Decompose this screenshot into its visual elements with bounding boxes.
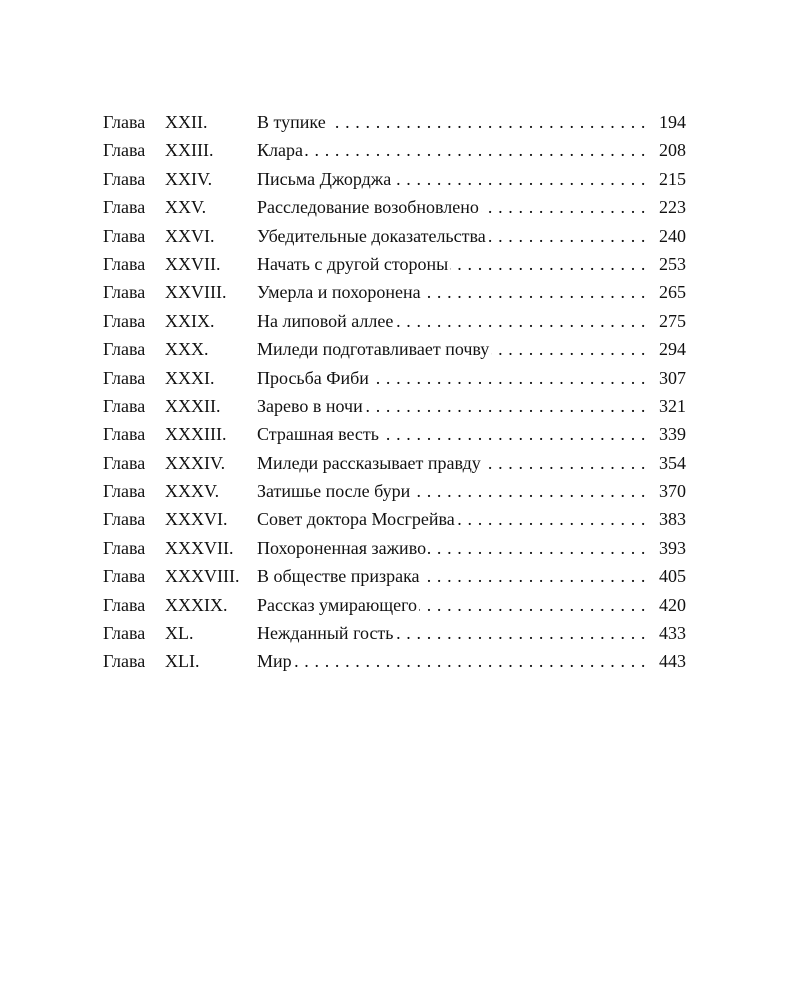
dot-leader	[422, 562, 646, 590]
chapter-word: Глава	[103, 452, 146, 473]
dot-leader	[381, 420, 646, 448]
page-number: 307	[659, 367, 686, 388]
toc-entry	[103, 392, 686, 420]
page-number: 321	[659, 395, 686, 416]
chapter-word: Глава	[103, 282, 146, 303]
dot-leader	[457, 505, 646, 533]
chapter-title: Совет доктора Мосгрейва	[257, 509, 455, 530]
page-number: 208	[659, 140, 686, 161]
dot-leader	[328, 108, 646, 136]
chapter-word: Глава	[103, 651, 146, 672]
page-number: 443	[659, 651, 686, 672]
dot-leader	[412, 477, 646, 505]
chapter-title: Миледи рассказывает правду	[257, 452, 481, 473]
dot-leader	[483, 449, 646, 477]
page-number: 275	[659, 310, 686, 331]
chapter-word: Глава	[103, 339, 146, 360]
page-number: 339	[659, 424, 686, 445]
chapter-number: XXXVII.	[165, 537, 234, 558]
chapter-number: XXXII.	[165, 395, 221, 416]
chapter-title: Зарево в ночи	[257, 395, 363, 416]
chapter-title: Просьба Фиби	[257, 367, 369, 388]
page-number: 370	[659, 481, 686, 502]
chapter-word: Глава	[103, 253, 146, 274]
dot-leader	[419, 591, 646, 619]
chapter-word: Глава	[103, 537, 146, 558]
chapter-word: Глава	[103, 197, 146, 218]
dot-leader	[428, 534, 646, 562]
chapter-number: XXV.	[165, 197, 207, 218]
toc-entry	[103, 364, 686, 392]
page-number: 240	[659, 225, 686, 246]
chapter-word: Глава	[103, 367, 146, 388]
toc-entry	[103, 136, 686, 164]
dot-leader	[488, 222, 646, 250]
chapter-title: Похороненная заживо	[257, 537, 427, 558]
chapter-title: Миледи подготавливает почву	[257, 339, 490, 360]
toc-entry	[103, 307, 686, 335]
toc-entry	[103, 250, 686, 278]
toc-entry	[103, 562, 686, 590]
toc-entry	[103, 165, 686, 193]
dot-leader	[305, 136, 646, 164]
chapter-number: XXX.	[165, 339, 209, 360]
chapter-number: XXIII.	[165, 140, 214, 161]
chapter-word: Глава	[103, 225, 146, 246]
page-number: 253	[659, 253, 686, 274]
toc-entry	[103, 591, 686, 619]
chapter-number: XXVI.	[165, 225, 215, 246]
table-of-contents	[103, 108, 686, 676]
toc-entry	[103, 449, 686, 477]
page-number: 433	[659, 623, 686, 644]
dot-leader	[481, 193, 646, 221]
chapter-number: XXXI.	[165, 367, 215, 388]
chapter-number: XLI.	[165, 651, 200, 672]
chapter-title: Начать с другой стороны	[257, 253, 449, 274]
chapter-title: Затишье после бури	[257, 481, 411, 502]
chapter-number: XXVIII.	[165, 282, 227, 303]
dot-leader	[365, 392, 646, 420]
chapter-title: Расследование возобновлено	[257, 197, 479, 218]
dot-leader	[450, 250, 646, 278]
page-number: 383	[659, 509, 686, 530]
dot-leader	[423, 278, 646, 306]
page-number: 354	[659, 452, 686, 473]
chapter-title: В обществе призрака	[257, 566, 420, 587]
toc-entry	[103, 505, 686, 533]
page-number: 393	[659, 537, 686, 558]
chapter-number: XXII.	[165, 112, 208, 132]
toc-entry	[103, 647, 686, 675]
chapter-number: XL.	[165, 623, 194, 644]
dot-leader	[396, 619, 646, 647]
chapter-number: XXVII.	[165, 253, 221, 274]
toc-entry	[103, 420, 686, 448]
chapter-number: XXIX.	[165, 310, 215, 331]
page-number: 420	[659, 594, 686, 615]
chapter-number: XXXVIII.	[165, 566, 240, 587]
dot-leader	[393, 165, 646, 193]
chapter-number: XXXIII.	[165, 424, 227, 445]
toc-entry	[103, 108, 686, 136]
chapter-word: Глава	[103, 168, 146, 189]
chapter-word: Глава	[103, 481, 146, 502]
chapter-title: Убедительные доказательства	[257, 225, 486, 246]
chapter-number: XXXVI.	[165, 509, 228, 530]
chapter-word: Глава	[103, 424, 146, 445]
chapter-number: XXXIX.	[165, 594, 228, 615]
page-number: 194	[659, 112, 686, 132]
page-number: 405	[659, 566, 686, 587]
chapter-word: Глава	[103, 395, 146, 416]
page-number: 215	[659, 168, 686, 189]
chapter-title: Рассказ умирающего	[257, 594, 418, 615]
chapter-title: Умерла и похоронена	[257, 282, 421, 303]
dot-leader	[294, 647, 646, 675]
page-number: 265	[659, 282, 686, 303]
chapter-word: Глава	[103, 140, 146, 161]
chapter-word: Глава	[103, 112, 146, 132]
chapter-number: XXXV.	[165, 481, 220, 502]
chapter-word: Глава	[103, 623, 146, 644]
toc-entry	[103, 193, 686, 221]
chapter-title: Мир	[257, 651, 292, 672]
page-number: 294	[659, 339, 686, 360]
toc-entry	[103, 222, 686, 250]
chapter-word: Глава	[103, 594, 146, 615]
dot-leader	[395, 307, 646, 335]
chapter-number: XXXIV.	[165, 452, 226, 473]
chapter-title: Страшная весть	[257, 424, 380, 445]
chapter-title: Письма Джорджа	[257, 168, 392, 189]
page-number: 223	[659, 197, 686, 218]
toc-entry	[103, 619, 686, 647]
chapter-title: Нежданный гость	[257, 623, 394, 644]
dot-leader	[491, 335, 646, 363]
chapter-title: В тупике	[257, 112, 326, 132]
chapter-number: XXIV.	[165, 168, 213, 189]
chapter-word: Глава	[103, 566, 146, 587]
toc-entry	[103, 534, 686, 562]
chapter-word: Глава	[103, 509, 146, 530]
dot-leader	[371, 364, 646, 392]
toc-entry	[103, 335, 686, 363]
chapter-word: Глава	[103, 310, 146, 331]
toc-entry	[103, 278, 686, 306]
toc-entry	[103, 477, 686, 505]
chapter-title: На липовой аллее	[257, 310, 394, 331]
chapter-title: Клара	[257, 140, 303, 161]
